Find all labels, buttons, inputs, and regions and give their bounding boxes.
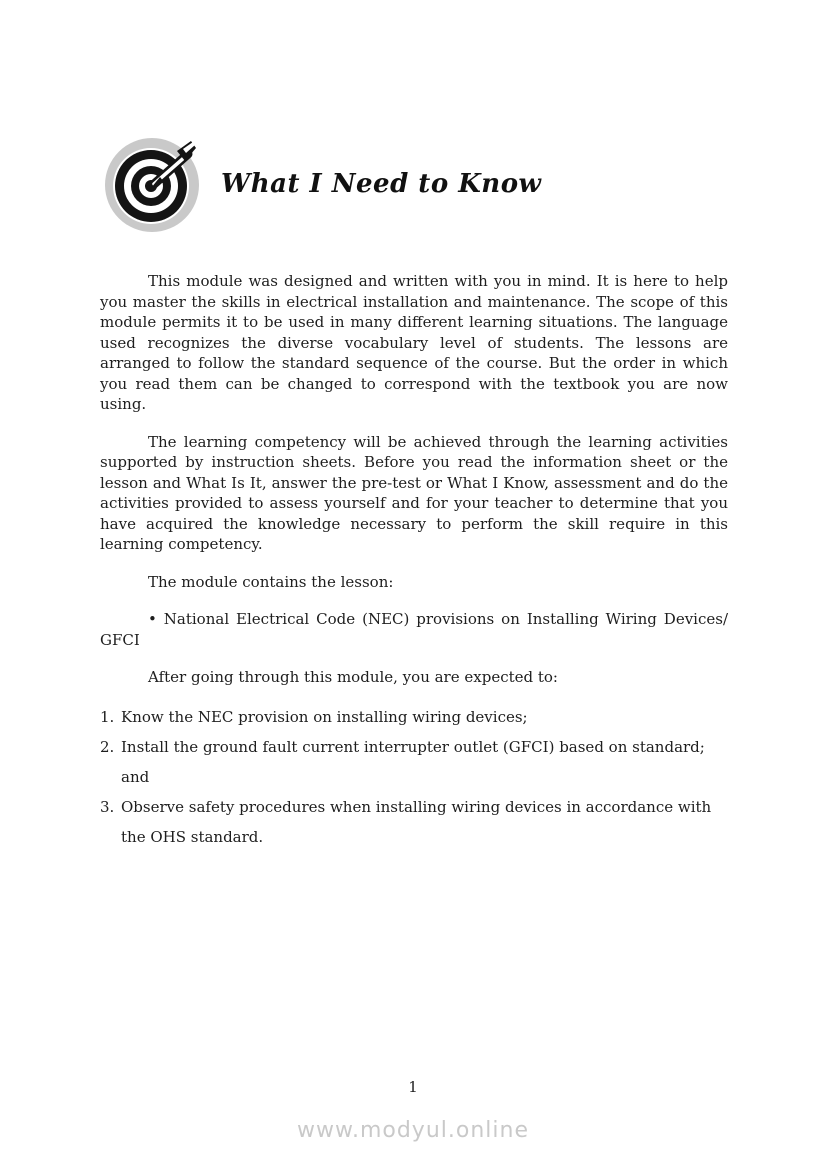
objective-text: Observe safety procedures when installing wiring devices in accordance with the OHS standard.	[121, 797, 712, 846]
objectives-list	[100, 702, 728, 852]
objective-item	[100, 732, 728, 792]
lesson-bullet-line2: GFCI	[100, 630, 140, 649]
lesson-bullet-item	[100, 609, 728, 650]
objective-number: 3.	[100, 797, 115, 816]
objective-item	[100, 702, 728, 732]
paragraph-intro: This module was designed and written with you in mind. It is here to help you master the skills in electrical installation and maintenance. The scope of this module permits it to be used in many different learning situations. The language used recognizes the diverse vocabulary level of students. The lessons are arranged to follow the standard sequence of the course. But the order in which you read them can be changed to correspond with the textbook you are now using.	[100, 272, 728, 413]
objective-number: 2.	[100, 737, 115, 756]
section-header	[100, 135, 728, 232]
bullseye-target-icon-svg	[104, 135, 201, 232]
paragraph-learning-competency: The learning competency will be achieved through the learning activities supported by instruction sheets. Before you read the information sheet or the lesson and What Is It, answer the pre-test or What I Know, assessment and do the activities provided to assess yourself and for your teacher to determine that you have acquired the knowledge necessary to perform the skill require in this learning competency.	[100, 432, 728, 553]
watermark-text: www.modyul.online	[297, 1118, 529, 1143]
objective-number: 1.	[100, 707, 115, 726]
page-title: What I Need to Know	[221, 168, 542, 199]
page-number: 1	[408, 1078, 418, 1096]
lesson-bullet-line1: • National Electrical Code (NEC) provisions on Installing Wiring Devices/	[148, 610, 728, 628]
paragraph-expected-to: After going through this module, you are expected to:	[148, 668, 558, 686]
objective-item	[100, 792, 728, 852]
objective-text: Install the ground fault current interrupter outlet (GFCI) based on standard; and	[121, 737, 705, 786]
objective-text: Know the NEC provision on installing wiring devices;	[121, 707, 528, 726]
paragraph-module-contains: The module contains the lesson:	[148, 572, 394, 591]
page-content	[100, 0, 728, 852]
bullseye-target-icon	[104, 135, 201, 232]
body-copy	[100, 271, 728, 852]
